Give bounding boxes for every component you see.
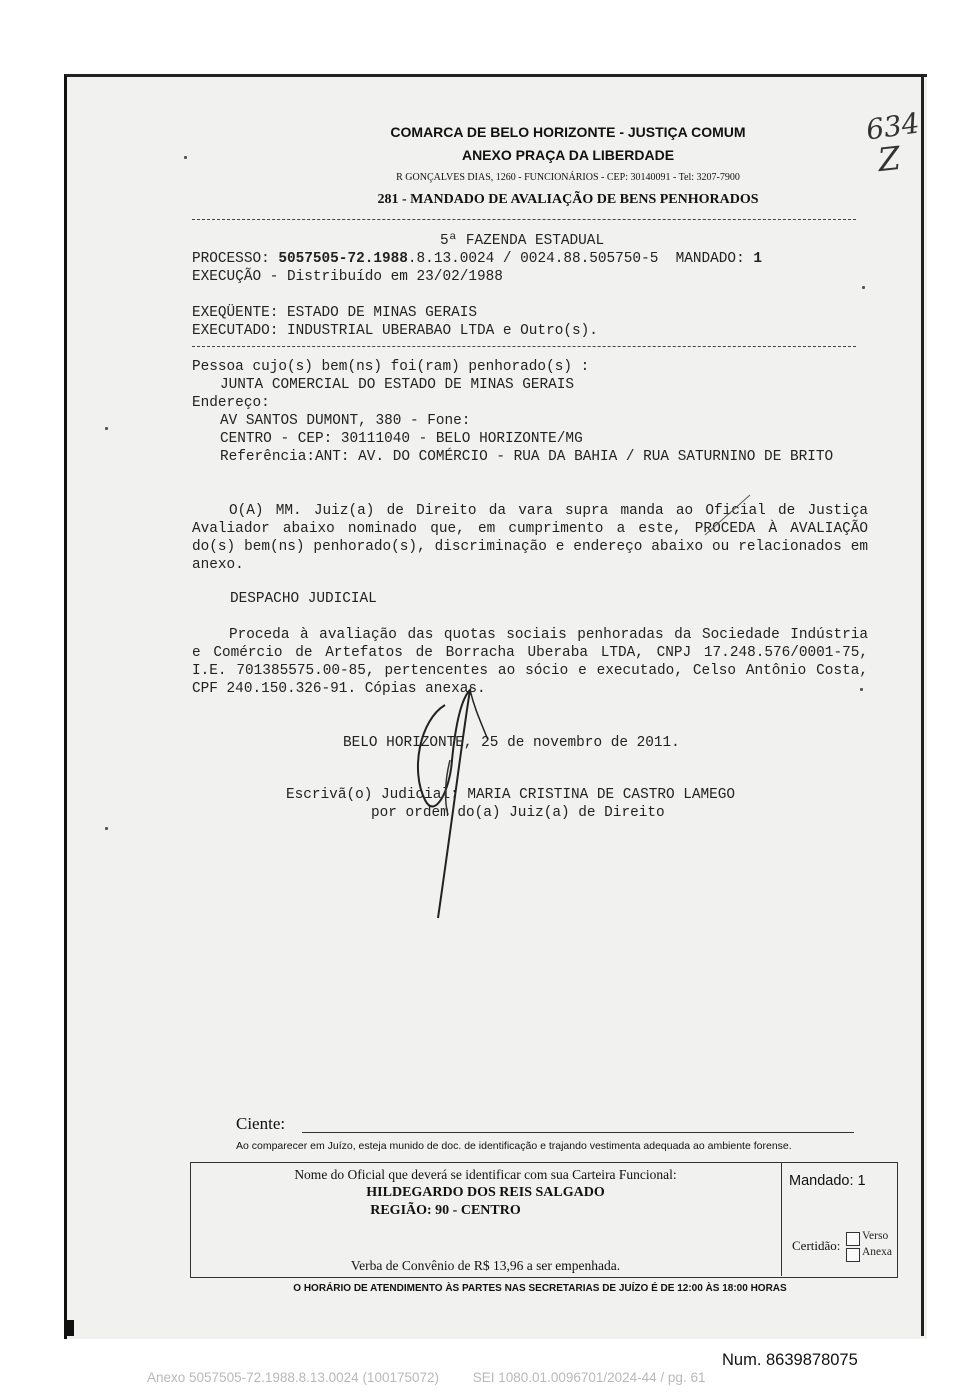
escrivao-line: Escrivã(o) Judicial: MARIA CRISTINA DE CASTRO LAMEGO	[286, 787, 736, 803]
certidao-label: Certidão:	[792, 1238, 841, 1253]
cidade-cep: CENTRO - CEP: 30111040 - BELO HORIZONTE/MG	[220, 431, 583, 447]
handwritten-page-number: 634	[863, 106, 922, 147]
mandado-number: Mandado: 1	[789, 1173, 866, 1189]
scan-speck	[105, 827, 108, 830]
separator-line	[192, 219, 856, 220]
comarca-title: COMARCA DE BELO HORIZONTE - JUSTIÇA COMUM	[390, 124, 746, 140]
ordem-paragraph: O(A) MM. Juiz(a) de Direito da vara supra manda ao Oficial de Justiça Avaliador abaixo nominado que, em cumprimento a este, PROCEDA À AVALIAÇÃO do(s) bem(ns) penhorado(s), discriminação e endereço abaixo ou relacionados em anexo.	[192, 503, 868, 573]
verba-convenio: Verba de Convênio de R$ 13,96 a ser empenhada.	[350, 1258, 621, 1273]
separator-line	[192, 346, 856, 347]
oficial-instrucao: Nome do Oficial que deverá se identificar com sua Carteira Funcional:	[294, 1167, 677, 1182]
ciente-label: Ciente:	[236, 1114, 286, 1133]
handwritten-mark: Z	[876, 138, 903, 180]
exequente-line: EXEQÜENTE: ESTADO DE MINAS GERAIS	[192, 305, 477, 321]
vara-label: 5ª FAZENDA ESTADUAL	[440, 233, 605, 249]
scan-speck	[184, 156, 187, 159]
court-address: R GONÇALVES DIAS, 1260 - FUNCIONÁRIOS - CEP: 30140091 - Tel: 3207-7900	[396, 172, 740, 183]
document-number: Num. 8639878075	[722, 1351, 858, 1369]
scan-speck	[862, 286, 865, 289]
verso-checkbox[interactable]	[846, 1232, 860, 1246]
document-title: 281 - MANDADO DE AVALIAÇÃO DE BENS PENHORADOS	[377, 192, 759, 207]
local-data: BELO HORIZONTE, 25 de novembro de 2011.	[343, 735, 680, 751]
endereco-label: Endereço:	[192, 395, 270, 411]
scan-speck	[105, 427, 108, 430]
por-ordem-line: por ordem do(a) Juiz(a) de Direito	[371, 805, 665, 821]
executado-line: EXECUTADO: INDUSTRIAL UBERABAO LTDA e Outro(s).	[192, 323, 598, 339]
referencia: Referência:ANT: AV. DO COMÉRCIO - RUA DA BAHIA / RUA SATURNINO DE BRITO	[220, 449, 834, 465]
verso-label: Verso	[862, 1230, 889, 1242]
ciente-signature-line	[302, 1132, 854, 1133]
ciente-notice: Ao comparecer em Juízo, esteja munido de doc. de identificação e trajando vestimenta adequada ao ambiente forense.	[236, 1140, 792, 1152]
sheet-right-edge	[921, 74, 924, 1336]
oficial-regiao: REGIÃO: 90 - CENTRO	[370, 1203, 521, 1218]
anexo-title: ANEXO PRAÇA DA LIBERDADE	[461, 147, 675, 163]
logradouro: AV SANTOS DUMONT, 380 - Fone:	[220, 413, 471, 429]
scan-corner-mark	[64, 1320, 74, 1336]
processo-line: PROCESSO: 5057505-72.1988.8.13.0024 / 0024.88.505750-5 MANDADO: 1	[192, 251, 762, 267]
execucao-line: EXECUÇÃO - Distribuído em 23/02/1988	[192, 269, 503, 285]
pessoa-label: Pessoa cujo(s) bem(ns) foi(ram) penhorado(s) :	[192, 359, 590, 375]
anexa-checkbox[interactable]	[846, 1248, 860, 1262]
anexa-label: Anexa	[862, 1246, 893, 1258]
footer-reference: Anexo 5057505-72.1988.8.13.0024 (100175072) SEI 1080.01.0096701/2024-44 / pg. 61	[147, 1370, 706, 1385]
horario-atendimento: O HORÁRIO DE ATENDIMENTO ÀS PARTES NAS SECRETARIAS DE JUÍZO É DE 12:00 ÀS 18:00 HORAS	[293, 1283, 787, 1294]
despacho-paragraph: Proceda à avaliação das quotas sociais penhoradas da Sociedade Indústria e Comércio de Artefatos de Borracha Uberaba LTDA, CNPJ 17.248.576/0001-75, I.E. 701385575.00-85, pertencentes ao sócio e executado, Celso Antônio Costa, CPF 240.150.326-91. Cópias anexas.	[192, 627, 868, 697]
pessoa-nome: JUNTA COMERCIAL DO ESTADO DE MINAS GERAIS	[220, 377, 575, 393]
oficial-box-divider	[781, 1162, 782, 1276]
despacho-title: DESPACHO JUDICIAL	[230, 591, 377, 607]
scan-speck	[860, 688, 863, 691]
oficial-nome: HILDEGARDO DOS REIS SALGADO	[366, 1185, 605, 1200]
